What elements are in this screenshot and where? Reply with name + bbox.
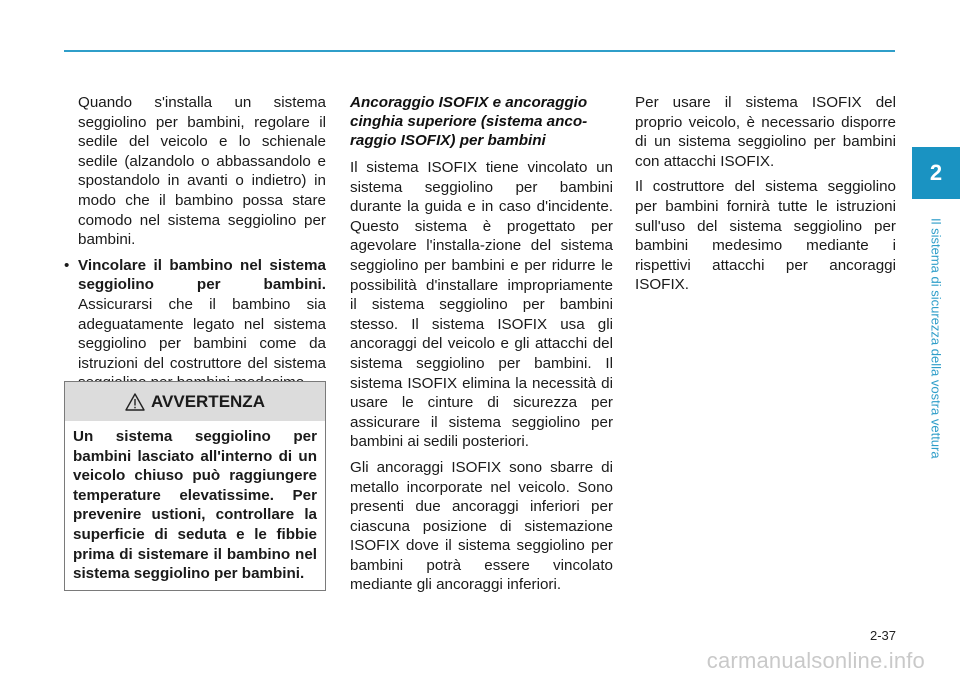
warning-box [64, 381, 326, 591]
column-2 [350, 93, 613, 601]
chapter-side-title [923, 200, 949, 477]
paragraph: Il costruttore del sistema seggiolino per bambini fornirà tutte le istruzioni sull'uso del sistema seggiolino per bambini medesimo mediante i rispettivi attacchi per ancoraggi ISOFIX. [635, 178, 896, 294]
chapter-title: Il sistema di sicurezza della vostra vettura [928, 218, 944, 459]
warning-triangle-icon [125, 393, 145, 411]
bullet-item [64, 256, 326, 393]
bullet-dot: • [64, 256, 70, 274]
intro-paragraph: Quando s'installa un sistema seggiolino per bambini, regolare il sedile del veicolo e lo schienale sedile (alzandolo o abbassandolo e spostandolo in avanti o indietro) in modo che il bambino possa stare comodo nel sistema seggiolino per bambini. [78, 94, 326, 249]
bullet-text: Assicurarsi che il bambino sia adeguatamente legato nel sistema seggiolino per bambini come da istruzioni del costruttore del sistema [78, 295, 326, 372]
chapter-tab [912, 147, 960, 199]
warning-text: Un sistema seggiolino per bambini lasciato all'interno di un veicolo chiuso può raggiungere temperature elevatissime. Per prevenire ustioni, controllare la superficie di seduta e le fibbie prima di sistemare il bambino nel sistema seggiolino per bambini. [73, 428, 317, 583]
bullet-content [78, 256, 326, 393]
column-1 [64, 93, 326, 393]
column-3 [635, 93, 896, 301]
paragraph: Per usare il sistema ISOFIX del proprio veicolo, è necessario disporre di un sistema seggiolino per bambini con attacchi ISOFIX. [635, 94, 896, 170]
top-rule [64, 50, 895, 52]
watermark: carmanualsonline.info [706, 648, 925, 673]
chapter-number: 2 [929, 160, 943, 185]
section-heading: Ancoraggio ISOFIX e ancoraggio cinghia superiore (sistema anco-raggio ISOFIX) per bambini [350, 94, 588, 149]
bullet-bold-text: Vincolare il bambino nel sistema seggiolino per bambini. [78, 256, 326, 294]
page-number: 2-37 [869, 628, 896, 643]
paragraph: Il sistema ISOFIX tiene vincolato un sistema seggiolino per bambini durante la guida e in caso d'incidente. Questo sistema è progettato per agevolare l'installa-zione del sistema seggiolino per bambini e per ridurre le possibilità d'installare impropriamente il sistema seggiolino per bambini stesso. Il sistema ISOFIX usa gli ancoraggi del veicolo e gli attacchi del sistema seggiolino per bambini. Il sistema ISOFIX elimina la necessità di usare le cinture di sicurezza per assicurare il sistema seggiolino per bambini ai sedili posteriori. [350, 159, 613, 451]
warning-title: AVVERTENZA [151, 391, 265, 411]
warning-header [65, 382, 325, 421]
paragraph: Gli ancoraggi ISOFIX sono sbarre di metallo incorporate nel veicolo. Sono presenti due ancoraggi inferiori per ciascuna posizione di sistemazione ISOFIX dove il sistema seggiolino per bambini potrà essere vincolato mediante gli ancoraggi inferiori. [350, 458, 613, 594]
